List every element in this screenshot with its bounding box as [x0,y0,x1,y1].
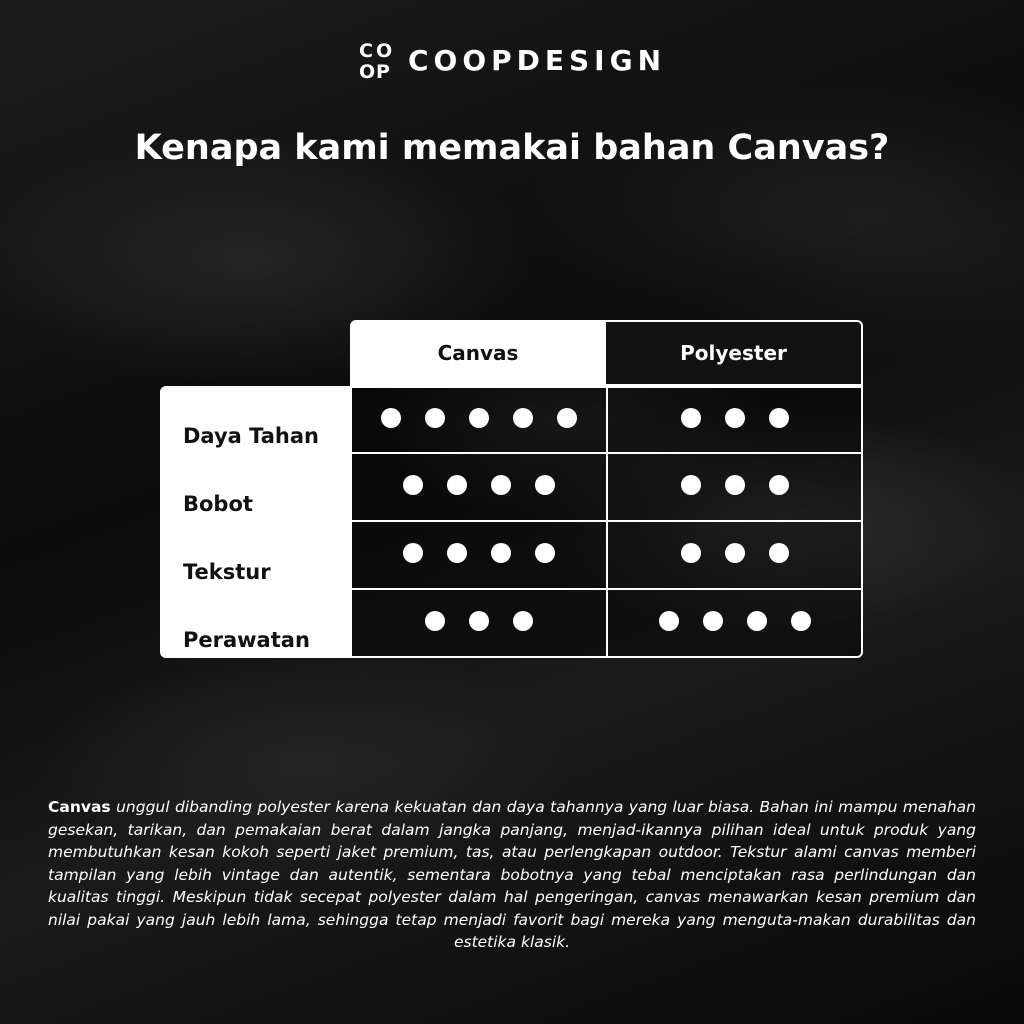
description-body: unggul dibanding polyester karena kekuatan dan daya tahannya yang luar biasa. Bahan ini mampu menahan gesekan, tarikan, dan pemakaian berat dalam jangka panjang, menjad-ikannya pilihan ideal untuk produk yang membutuhkan kesan kokoh seperti jaket premium, tas, atau perlengkapan outdoor. Tekstur alami canvas memberi tampilan yang lebih vintage dan autentik, sementara bobotnya yang tebal menciptakan rasa perlindungan dan kualitas tinggi. Meskipun tidak secepat polyester dalam hal pengeringan, canvas menawarkan kesan premium dan nilai pakai yang jauh lebih lama, sehingga tetap menjadi favorit bagi mereka yang menguta-makan durabilitas dan estetika klasik. [48,798,976,951]
column-header-canvas: Canvas [350,320,606,386]
rating-dot [747,611,767,631]
row-label: Daya Tahan [183,424,319,448]
svg-text:O: O [358,61,376,82]
rating-dot [425,408,445,428]
rating-dot [681,475,701,495]
rating-dot [681,408,701,428]
rating-dot [703,611,723,631]
rating-dot [469,408,489,428]
rating-cell [608,400,861,436]
row-divider [352,588,861,590]
row-labels [160,386,352,658]
rating-dot [381,408,401,428]
description-lead: Canvas [48,798,111,816]
rating-dot [403,543,423,563]
rating-dot [535,475,555,495]
rating-dot [769,543,789,563]
rating-dot [403,475,423,495]
rating-dot [535,543,555,563]
rating-dot [769,475,789,495]
rating-dot [491,543,511,563]
comparison-table [160,320,863,658]
rating-cell [352,535,606,571]
svg-text:O: O [375,40,393,62]
rating-dot [725,543,745,563]
rating-dot [557,408,577,428]
rating-dot [791,611,811,631]
rating-cell [352,603,606,639]
svg-text:P: P [375,61,390,82]
rating-dot [447,475,467,495]
rating-cell [352,467,606,503]
rating-cell [608,467,861,503]
description [48,796,976,954]
row-label: Bobot [183,492,253,516]
rating-dot [659,611,679,631]
rating-dot [425,611,445,631]
row-divider [352,520,861,522]
rating-grid [350,386,863,658]
brand-logo [0,38,1024,82]
rating-dot [769,408,789,428]
rating-cell [608,535,861,571]
row-label: Perawatan [183,628,310,652]
brand-name: COOPDESIGN [407,43,667,77]
rating-cell [352,400,606,436]
rating-cell [608,603,861,639]
headline: Kenapa kami memakai bahan Canvas? [134,128,890,168]
rating-dot [447,543,467,563]
rating-dot [469,611,489,631]
svg-text:C: C [358,40,373,62]
rating-dot [725,475,745,495]
rating-dot [513,408,533,428]
row-label: Tekstur [183,560,271,584]
rating-dot [491,475,511,495]
rating-dot [725,408,745,428]
column-header-polyester: Polyester [606,320,863,386]
coop-logo-icon [358,38,394,82]
rating-dot [513,611,533,631]
rating-dot [681,543,701,563]
row-divider [352,452,861,454]
